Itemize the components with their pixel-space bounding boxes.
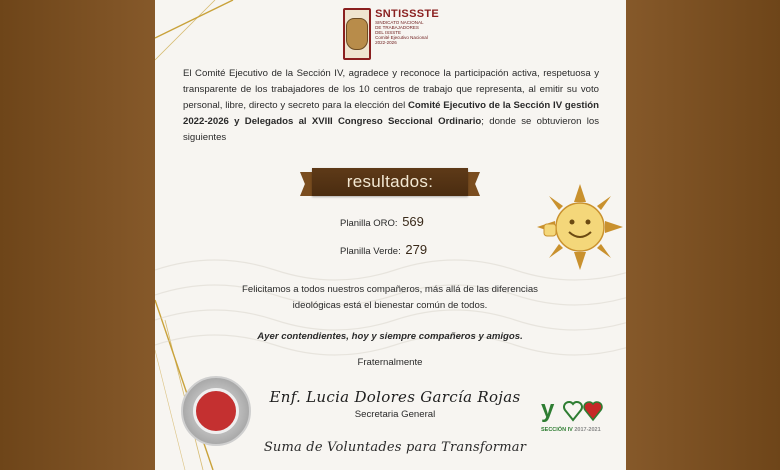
intro-text-2: ; donde se obtuvieron los siguientes [183,116,599,143]
result-verde [340,242,427,257]
logo-caption-years: 2017-2021 [574,427,601,433]
sntissste-logo [343,8,439,60]
result-verde-label: Planilla Verde: [340,246,401,257]
signature-title: Secretaria General [354,409,436,420]
org-subtitle-3: DEL ISSSTE [375,30,402,35]
org-subtitle-1: SINDICATO NACIONAL [375,20,424,25]
results-banner [300,166,480,200]
seccion-iv-logo [541,396,611,442]
hearts-icon [563,400,607,422]
intro-text-bold: Comité Ejecutivo de la Sección IV gestión 2022-2026 y Delegados al XVIII Congreso Seccional Ordinario [183,100,599,127]
banner-label: resultados: [346,172,434,191]
closing: Fraternalmente [357,357,423,368]
org-committee: Comité Ejecutivo Nacional [375,35,428,40]
org-years: 2022-2026 [375,40,397,45]
announcement-card [155,0,626,470]
org-subtitle-2: DE TRABAJADORES [375,25,419,30]
result-oro-value: 569 [402,214,424,229]
intro-paragraph [183,66,599,146]
slogan: Suma de Voluntades para Transformar [263,440,527,455]
logo-caption [541,427,601,433]
message-line-2: ideológicas está el bienestar común de todos. [292,300,488,311]
smiling-sun-icon [537,184,623,270]
logo-letter: y [541,396,555,423]
logo-caption-main: SECCIÓN IV [541,427,573,433]
motto: Ayer contendientes, hoy y siempre compañeros y amigos. [257,331,523,342]
congratulations-message [195,282,585,314]
result-oro-label: Planilla ORO: [340,218,398,229]
org-name-block [375,8,439,45]
ribbon-right [466,172,480,196]
org-name: SNTISSSTE [375,8,439,20]
intro-text-1: El Comité Ejecutivo de la Sección IV, agradece y reconoce la participación activa, respetuosa y transparente de los trabajadores de los 10 centros de trabajo que representa, al emitir su voto personal, libre, directo y secreto para la elección del [183,68,599,111]
signature-name: Enf. Lucia Dolores García Rojas [269,388,521,406]
banner-main [312,168,468,196]
shield-emblem-icon [343,8,371,60]
message-line-1: Felicitamos a todos nuestros compañeros, más allá de las diferencias [242,284,538,295]
result-verde-value: 279 [405,242,428,257]
result-oro [340,214,424,229]
seal-badge-icon [181,376,251,446]
